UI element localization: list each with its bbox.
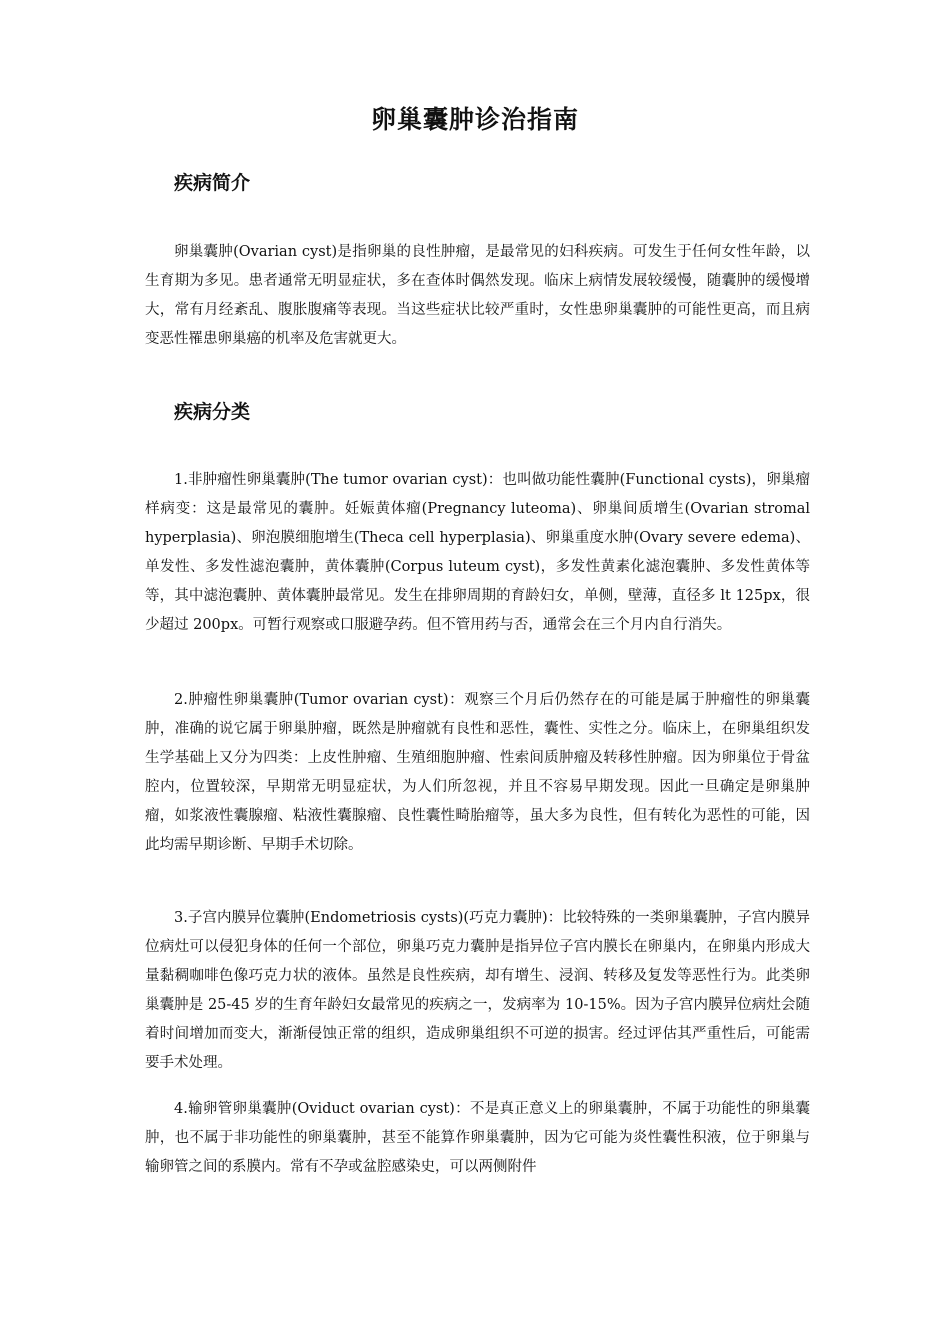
document-title: 卵巢囊肿诊治指南: [370, 105, 579, 134]
classification-paragraph-3: 3.子宫内膜异位囊肿(Endometriosis cysts)(巧克力囊肿)：比较特殊的一类卵巢囊肿，子宫内膜异位病灶可以侵犯身体的任何一个部位，卵巢巧克力囊肿是指异位子宫内膜长在卵巢内，在卵巢内形成大量黏稠咖啡色像巧克力状的液体。虽然是良性疾病，却有增生、浸润、转移及复发等恶性行为。此类卵巢囊肿是 25-45 岁的生育年龄妇女最常见的疾病之一，发病率为 10-15%。因为子宫内膜异位病灶会随着时间增加而变大，渐渐侵蚀正常的组织，造成卵巢组织不可逆的损害。经过评估其严重性后，可能需要手术处理。: [145, 910, 810, 1071]
classification-paragraph-2: 2.肿瘤性卵巢囊肿(Tumor ovarian cyst)：观察三个月后仍然存在的可能是属于肿瘤性的卵巢囊肿，准确的说它属于卵巢肿瘤，既然是肿瘤就有良性和恶性，囊性、实性之分。临床上，在卵巢组织发生学基础上又分为四类：上皮性肿瘤、生殖细胞肿瘤、性索间质肿瘤及转移性肿瘤。因为卵巢位于骨盆腔内，位置较深，早期常无明显症状，为人们所忽视，并且不容易早期发现。因此一旦确定是卵巢肿瘤，如浆液性囊腺瘤、粘液性囊腺瘤、良性囊性畸胎瘤等，虽大多为良性，但有转化为恶性的可能，因此均需早期诊断、早期手术切除。: [145, 692, 810, 853]
section-heading-classification: 疾病分类: [174, 401, 251, 423]
introduction-paragraph: 卵巢囊肿(Ovarian cyst)是指卵巢的良性肿瘤，是最常见的妇科疾病。可发生于任何女性年龄，以生育期为多见。患者通常无明显症状，多在查体时偶然发现。临床上病情发展较缓慢，随囊肿的缓慢增大，常有月经紊乱、腹胀腹痛等表现。当这些症状比较严重时，女性患卵巢囊肿的可能性更高，而且病变恶性罹患卵巢癌的机率及危害就更大。: [145, 244, 810, 347]
classification-paragraph-4: 4.输卵管卵巢囊肿(Oviduct ovarian cyst)：不是真正意义上的卵巢囊肿，不属于功能性的卵巢囊肿，也不属于非功能性的卵巢囊肿，甚至不能算作卵巢囊肿，因为它可能为炎性囊性积液，位于卵巢与输卵管之间的系膜内。常有不孕或盆腔感染史，可以两侧附件: [145, 1101, 810, 1175]
classification-paragraph-1: 1.非肿瘤性卵巢囊肿(The tumor ovarian cyst)：也叫做功能性囊肿(Functional cysts)，卵巢瘤样病变：这是最常见的囊肿。妊娠黄体瘤(Pregnancy luteoma)、卵巢间质增生(Ovarian stromal hyperplasia)、卵泡膜细胞增生(Theca cell hyperplasia)、卵巢重度水肿(Ovary severe edema)、单发性、多发性滤泡囊肿，黄体囊肿(Corpus luteum cyst)，多发性黄素化滤泡囊肿、多发性黄体等等，其中滤泡囊肿、黄体囊肿最常见。发生在排卵周期的育龄妇女，单侧，壁薄，直径多 lt 125px，很少超过 200px。可暂行观察或口服避孕药。但不管用药与否，通常会在三个月内自行消失。: [145, 472, 810, 633]
section-heading-introduction: 疾病简介: [174, 172, 251, 194]
